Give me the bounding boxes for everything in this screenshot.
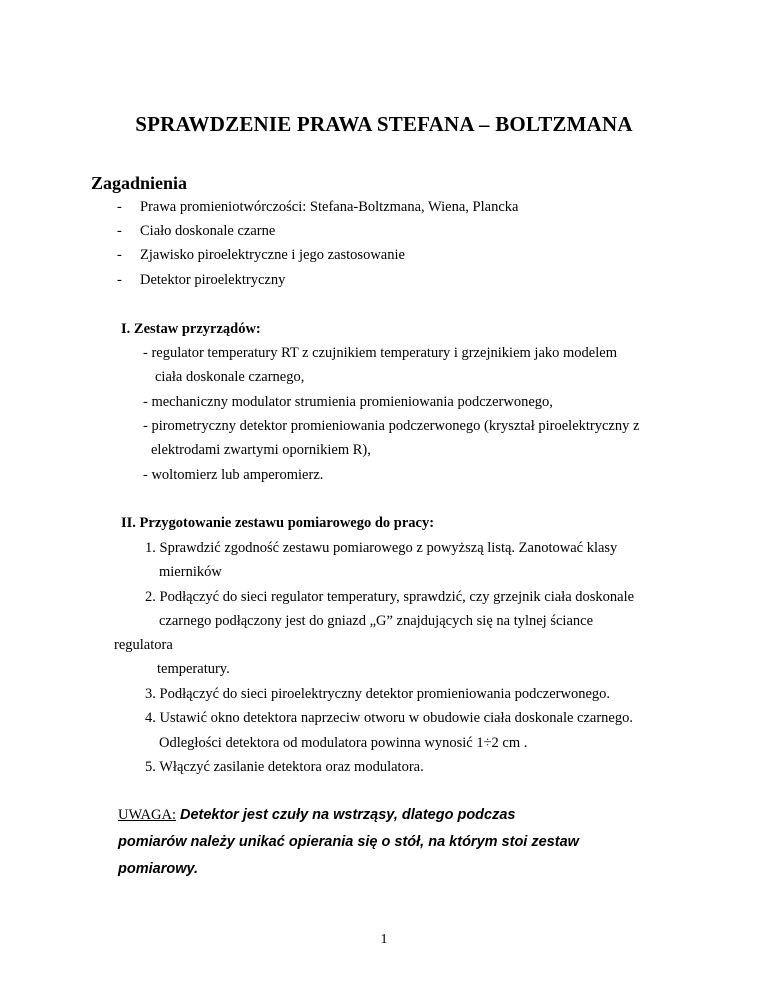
section1-line: ciała doskonale czarnego, xyxy=(155,369,305,385)
list-bullet: - xyxy=(117,199,122,215)
section2-line: czarnego podłączony jest do gniazd „G” znajdujących się na tylnej ściance xyxy=(159,613,594,629)
page-title: SPRAWDZENIE PRAWA STEFANA – BOLTZMANA xyxy=(135,112,633,136)
section2-line: 1. Sprawdzić zgodność zestawu pomiarowego z powyższą listą. Zanotować klasy xyxy=(145,540,618,556)
list-item: Ciało doskonale czarne xyxy=(140,223,276,239)
zagadnienia-heading: Zagadnienia xyxy=(91,173,188,193)
section2-line: 3. Podłączyć do sieci piroelektryczny detektor promieniowania podczerwonego. xyxy=(145,686,611,702)
section2-line: Odległości detektora od modulatora powinna wynosić 1÷2 cm . xyxy=(159,735,528,751)
list-bullet: - xyxy=(117,247,122,263)
section2-line: 5. Włączyć zasilanie detektora oraz modulatora. xyxy=(145,759,424,775)
section2-line: temperatury. xyxy=(157,661,230,677)
section2-heading: II. Przygotowanie zestawu pomiarowego do pracy: xyxy=(121,515,435,531)
page-number: 1 xyxy=(380,932,388,947)
warning-line: pomiarów należy unikać opierania się o stół, na którym stoi zestaw xyxy=(118,834,579,850)
warning-label: UWAGA: xyxy=(118,807,176,823)
section1-line: - mechaniczny modulator strumienia promieniowania podczerwonego, xyxy=(143,394,553,410)
warning-text: Detektor jest czuły na wstrząsy, dlatego podczas xyxy=(180,807,516,823)
section2-line: 2. Podłączyć do sieci regulator temperatury, sprawdzić, czy grzejnik ciała doskonale xyxy=(145,589,635,605)
section2-line: 4. Ustawić okno detektora naprzeciw otworu w obudowie ciała doskonale czarnego. xyxy=(145,710,633,726)
section1-line: - woltomierz lub amperomierz. xyxy=(143,467,324,483)
list-item: Zjawisko piroelektryczne i jego zastosowanie xyxy=(140,247,405,263)
section2-line: mierników xyxy=(159,564,222,580)
section1-line: - regulator temperatury RT z czujnikiem temperatury i grzejnikiem jako modelem xyxy=(143,345,617,361)
list-bullet: - xyxy=(117,223,122,239)
section1-heading: I. Zestaw przyrządów: xyxy=(121,321,261,337)
list-item: Prawa promieniotwórczości: Stefana-Boltzmana, Wiena, Plancka xyxy=(140,199,519,215)
section1-line: - pirometryczny detektor promieniowania podczerwonego (kryształ piroelektryczny z xyxy=(143,418,640,434)
list-item: Detektor piroelektryczny xyxy=(140,272,286,288)
warning-line xyxy=(118,807,515,824)
section1-line: elektrodami zwartymi opornikiem R), xyxy=(151,442,371,458)
section2-line: regulatora xyxy=(114,637,173,653)
list-bullet: - xyxy=(117,272,122,288)
warning-line: pomiarowy. xyxy=(118,861,199,877)
